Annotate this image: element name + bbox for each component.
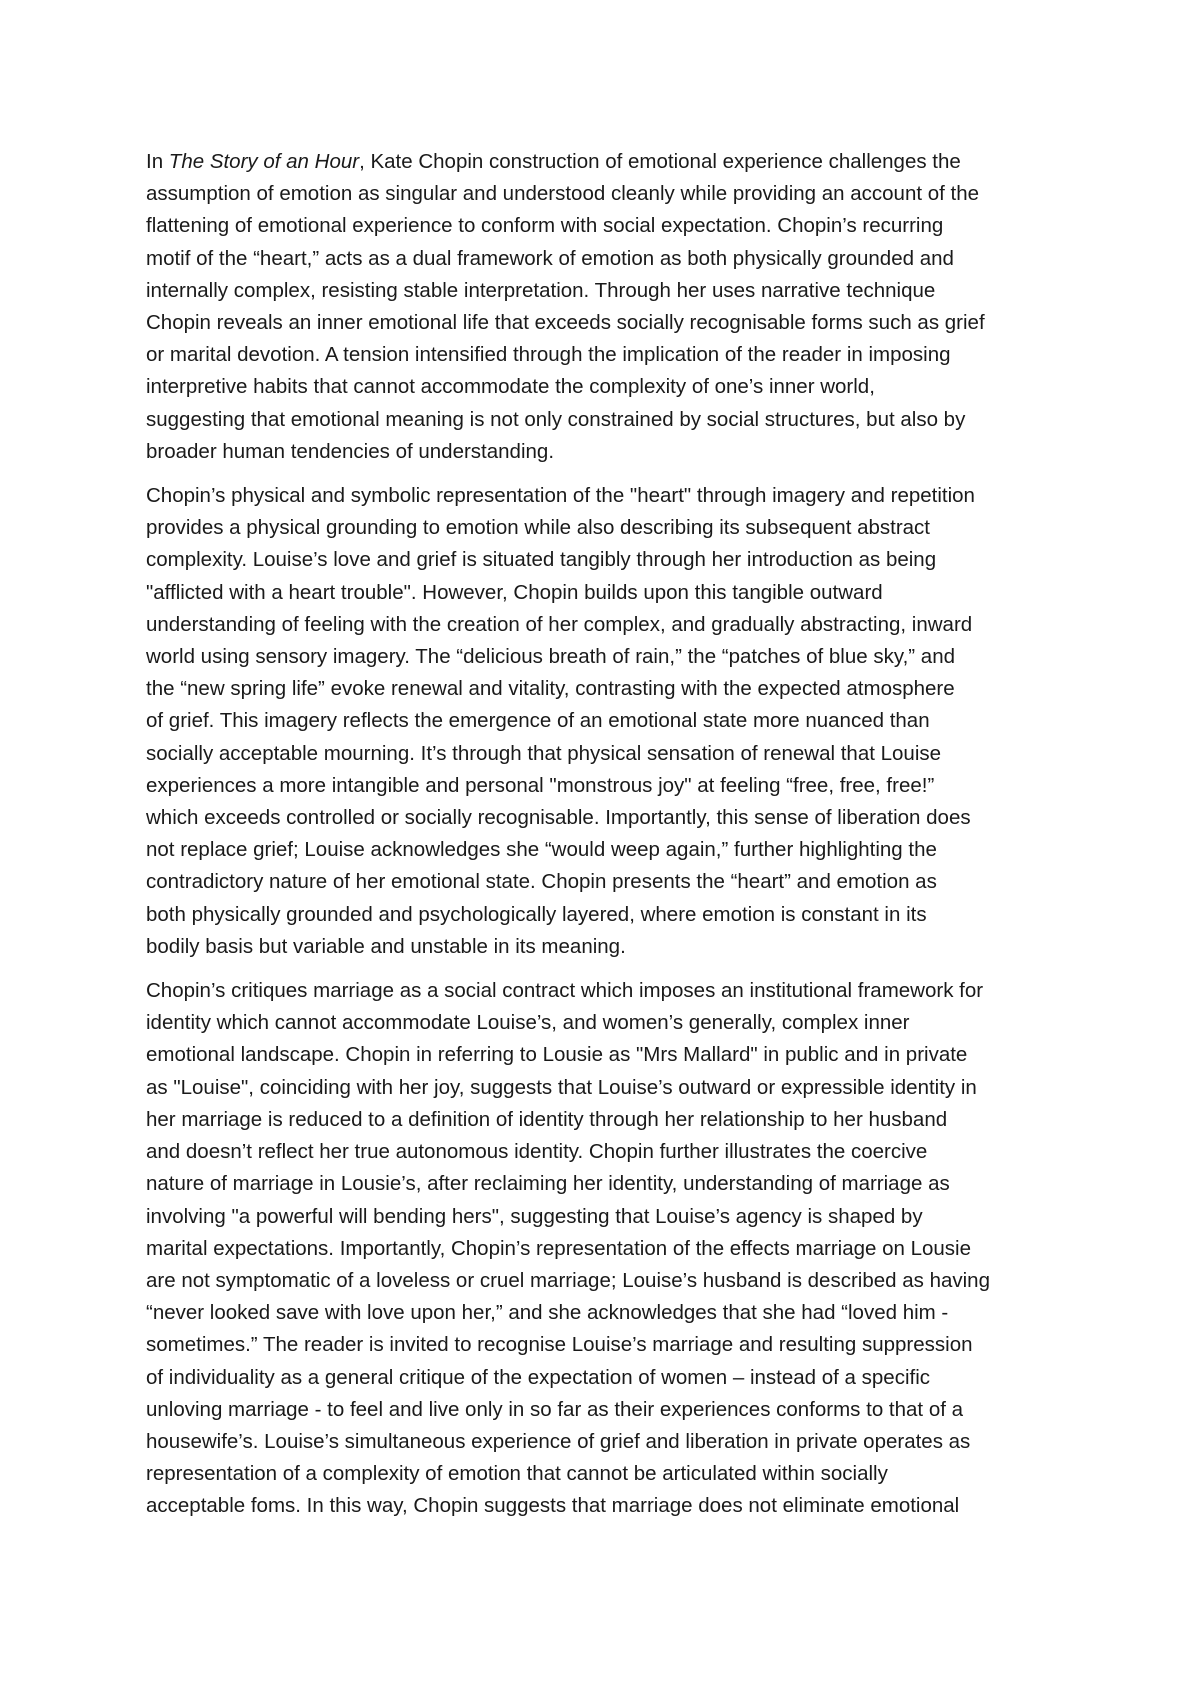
paragraph-line: understanding of feeling with the creation of her complex, and gradually abstracting, inward <box>146 612 973 636</box>
paragraph-line: socially acceptable mourning. It’s through that physical sensation of renewal that Louise <box>146 741 942 765</box>
paragraph-line: contradictory nature of her emotional state. Chopin presents the “heart” and emotion as <box>146 870 937 894</box>
paragraph-line: motif of the “heart,” acts as a dual framework of emotion as both physically grounded and <box>146 246 954 270</box>
line-text: , Kate Chopin construction of emotional experience challenges the <box>359 150 961 173</box>
paragraph-line: not replace grief; Louise acknowledges she “would weep again,” further highlighting the <box>146 838 937 862</box>
paragraph-line: identity which cannot accommodate Louise’s, and women’s generally, complex inner <box>146 1011 910 1035</box>
paragraph-line: "afflicted with a heart trouble". However, Chopin builds upon this tangible outward <box>146 580 883 604</box>
paragraph-3 <box>146 975 1074 1522</box>
paragraph-line: broader human tendencies of understanding. <box>146 439 555 463</box>
paragraph-line: marital expectations. Importantly, Chopin’s representation of the effects marriage on Lousie <box>146 1236 972 1260</box>
paragraph-line: assumption of emotion as singular and understood cleanly while providing an account of the <box>146 182 980 206</box>
paragraph-line: “never looked save with love upon her,” and she acknowledges that she had “loved him - <box>146 1301 949 1325</box>
paragraph-2 <box>146 480 1074 963</box>
paragraph-line: bodily basis but variable and unstable in its meaning. <box>146 934 626 958</box>
story-title: The Story of an Hour <box>168 150 360 173</box>
paragraph-line: housewife’s. Louise’s simultaneous experience of grief and liberation in private operates as <box>146 1429 971 1453</box>
paragraph-line: flattening of emotional experience to conform with social expectation. Chopin’s recurring <box>146 214 944 238</box>
paragraph-line: representation of a complexity of emotion that cannot be articulated within socially <box>146 1462 888 1486</box>
paragraph-line: or marital devotion. A tension intensified through the implication of the reader in imposing <box>146 343 951 367</box>
paragraph-line: of grief. This imagery reflects the emergence of an emotional state more nuanced than <box>146 709 930 733</box>
paragraph-1 <box>146 146 1074 468</box>
paragraph-line: are not symptomatic of a loveless or cruel marriage; Louise’s husband is described as having <box>146 1268 990 1292</box>
paragraph-line: Chopin’s critiques marriage as a social contract which imposes an institutional framework for <box>146 979 984 1003</box>
paragraph-line: and doesn’t reflect her true autonomous identity. Chopin further illustrates the coercive <box>146 1140 928 1164</box>
paragraph-line: nature of marriage in Lousie’s, after reclaiming her identity, understanding of marriage as <box>146 1172 950 1196</box>
paragraph-line: acceptable foms. In this way, Chopin suggests that marriage does not eliminate emotional <box>146 1494 960 1518</box>
paragraph-line: sometimes.” The reader is invited to recognise Louise’s marriage and resulting suppression <box>146 1333 973 1357</box>
paragraph-line: which exceeds controlled or socially recognisable. Importantly, this sense of liberation does <box>146 806 971 830</box>
paragraph-line: her marriage is reduced to a definition of identity through her relationship to her husband <box>146 1107 948 1131</box>
line-text: In <box>146 150 169 173</box>
paragraph-line: complexity. Louise’s love and grief is situated tangibly through her introduction as being <box>146 548 937 572</box>
paragraph-line: Chopin reveals an inner emotional life that exceeds socially recognisable forms such as grief <box>146 311 985 335</box>
paragraph-line: Chopin’s physical and symbolic representation of the "heart" through imagery and repetition <box>146 484 975 508</box>
paragraph-line: emotional landscape. Chopin in referring to Lousie as "Mrs Mallard" in public and in private <box>146 1043 968 1067</box>
paragraph-line <box>146 146 1074 178</box>
paragraph-line: provides a physical grounding to emotion while also describing its subsequent abstract <box>146 516 931 540</box>
paragraph-line: of individuality as a general critique of the expectation of women – instead of a specific <box>146 1365 931 1389</box>
paragraph-line: internally complex, resisting stable interpretation. Through her uses narrative technique <box>146 278 936 302</box>
paragraph-line: as "Louise", coinciding with her joy, suggests that Louise’s outward or expressible identity in <box>146 1075 977 1099</box>
paragraph-line: involving "a powerful will bending hers", suggesting that Louise’s agency is shaped by <box>146 1204 923 1228</box>
paragraph-line: suggesting that emotional meaning is not only constrained by social structures, but also by <box>146 407 966 431</box>
paragraph-line: world using sensory imagery. The “delicious breath of rain,” the “patches of blue sky,” and <box>146 645 956 669</box>
paragraph-line: both physically grounded and psychologically layered, where emotion is constant in its <box>146 902 927 926</box>
paragraph-line: unloving marriage - to feel and live only in so far as their experiences conforms to that of a <box>146 1397 964 1421</box>
paragraph-line: experiences a more intangible and personal "monstrous joy" at feeling “free, free, free!” <box>146 773 935 797</box>
paragraph-line: the “new spring life” evoke renewal and vitality, contrasting with the expected atmosphere <box>146 677 955 701</box>
document-page <box>146 146 1074 1535</box>
paragraph-line: interpretive habits that cannot accommodate the complexity of one’s inner world, <box>146 375 875 399</box>
